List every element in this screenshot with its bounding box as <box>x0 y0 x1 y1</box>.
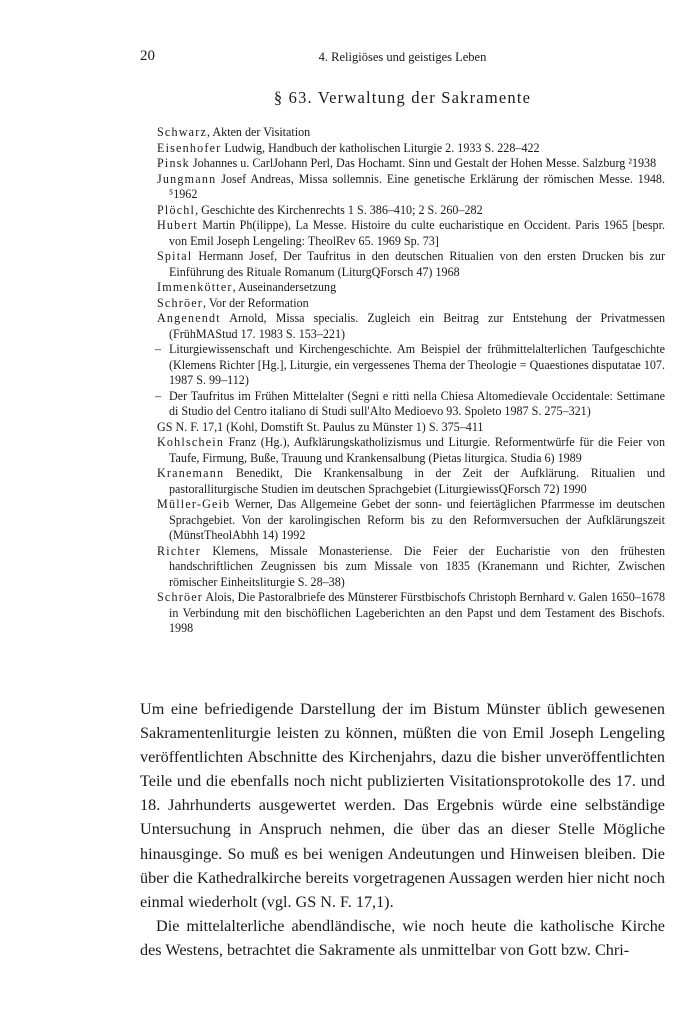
bibliography-text: Ludwig, Handbuch der katholischen Liturgie 2. 1933 S. 228–422 <box>221 140 540 155</box>
bibliography-entry <box>157 280 665 296</box>
bibliography-text: Martin Ph(ilippe), La Messe. Histoire du culte eucharistique en Occident. Paris 1965 [bespr. von Emil Joseph Lengeling: TheolRev 65. 1969 Sp. 73] <box>169 218 665 248</box>
bibliography-text: , Akten der Visitation <box>207 125 311 139</box>
bibliography-text: Arnold, Missa specialis. Zugleich ein Beitrag zur Entstehung der Privatmessen (FrühMAStud 17. 1983 S. 153–221) <box>169 311 665 341</box>
bibliography-text: , Geschichte des Kirchenrechts 1 S. 386–410; 2 S. 260–282 <box>195 202 483 217</box>
bibliography-text: Werner, Das Allgemeine Gebet der sonn- und feiertäglichen Pfarrmesse im deutschen Sprachgebiet. Von der karolingischen Reform bis zu den Reformversuchen der Aufklärungszeit (MünstTheolAbhh 14) 1992 <box>169 497 665 542</box>
bibliography-author: Richter <box>157 543 201 558</box>
bibliography-text: Franz (Hg.), Aufklärungskatholizismus und Liturgie. Reformentwürfe für die Feier von Taufe, Firmung, Buße, Trauung und Krankensalbung (Pietas liturgica. Studia 6) 1989 <box>169 435 665 465</box>
bibliography-text: Der Taufritus im Frühen Mittelalter (Segni e ritti nella Chiesa Altomedievale Occidentale: Settimane di Studio del Centro italiano di Studi sull'Alto Medioevo 93. Spoleto 1987 S. 275–321) <box>169 388 665 418</box>
bibliography-author: Jungmann <box>157 171 217 186</box>
bibliography-entry <box>157 203 665 219</box>
bibliography-author: Hubert <box>157 218 198 232</box>
bibliography-text: Hermann Josef, Der Taufritus in den deutschen Ritualien von den ersten Drucken bis zur Einführung des Rituale Romanum (LiturgQForsch 47) 1968 <box>169 249 665 279</box>
bibliography-text: Alois, Die Pastoralbriefe des Münsterer Fürstbischofs Christoph Bernhard v. Galen 1650–1678 in Verbindung mit den bischöflichen Lageberichten an den Papst und dem Testament des Bischofs. 1998 <box>169 590 665 635</box>
bibliography-entry <box>157 172 665 203</box>
bibliography-text: Klemens, Missale Monasteriense. Die Feier der Eucharistie von den frühesten handschriftlichen Zeugnissen bis zum Missale von 1835 (Kranemann und Richter, Zwischen römischer Einheitsliturgie S. 28–38) <box>169 543 665 589</box>
bibliography-entry <box>157 218 665 249</box>
bibliography-author: Immenkötter <box>157 280 233 294</box>
bibliography-text: Liturgiewissenschaft und Kirchengeschichte. Am Beispiel der frühmittelalterlichen Taufgeschichte (Klemens Richter [Hg.], Liturgie, ein vergessenes Thema der Theologie = Quaestiones disputatae 107. 1987 S. 99–112) <box>169 342 665 387</box>
bibliography-author: Pinsk <box>157 156 190 170</box>
body-paragraph: Die mittelalterliche abendländische, wie noch heute die katholische Kirche des Westens, betrachtet die Sakramente als unmittelbar von Gott bzw. Chri- <box>140 916 665 959</box>
dash-mark: – <box>155 342 162 356</box>
page-header <box>140 48 665 68</box>
bibliography-entry <box>157 311 665 342</box>
running-head: 4. Religiöses und geistiges Leben <box>318 50 487 64</box>
bibliography-text: Benedikt, Die Krankensalbung in der Zeit der Aufklärung. Ritualien und pastoralliturgische Studien im deutschen Sprachgebiet (LiturgiewissQForsch 72) 1990 <box>169 466 665 496</box>
bibliography-author: Plöchl <box>157 202 196 217</box>
bibliography-entry <box>157 590 665 637</box>
bibliography-entry <box>157 342 665 389</box>
bibliography-entry <box>157 420 665 436</box>
bibliography-author: Angenendt <box>157 311 221 325</box>
main-text <box>140 697 665 962</box>
body-paragraph: Um eine befriedigende Darstellung der im Bistum Münster üblich gewesenen Sakramentenliturgie leisten zu können, müßten die von Emil Joseph Lengeling veröffentlichten Abschnitte des Kirchenjahrs, dazu die bisher unveröffentlichten Teile und die ebenfalls noch nicht publizierten Visitationsprotokolle des 17. und 18. Jahrhunderts ausgewertet werden. Das Ergebnis würde eine selbständige Untersuchung in Anspruch nehmen, die über das an dieser Stelle Mögliche hinausginge. So muß es bei wenigen Andeutungen und Hinweisen bleiben. Die über die Kathedralkirche bereits vorgetragenen Aussagen werden hier nicht noch einmal wiederholt (vgl. GS N. F. 17,1). <box>140 700 665 911</box>
page-number: 20 <box>140 48 155 64</box>
bibliography-entry <box>157 249 665 280</box>
dash-mark: – <box>155 388 162 403</box>
bibliography-author: Kohlschein <box>157 435 225 449</box>
bibliography-text: Josef Andreas, Missa sollemnis. Eine genetische Erklärung der römischen Messe. 1948. ⁵1962 <box>169 171 665 201</box>
bibliography-entry <box>157 296 665 312</box>
bibliography-entry <box>157 141 665 157</box>
bibliography-entry <box>157 389 665 420</box>
bibliography-text: , Vor der Reformation <box>203 295 309 310</box>
bibliography-author: Schröer <box>157 295 204 310</box>
bibliography-author: Eisenhofer <box>157 140 222 155</box>
bibliography-text: , Auseinandersetzung <box>232 280 337 294</box>
bibliography <box>157 125 665 637</box>
section-title: § 63. Verwaltung der Sakramente <box>273 88 532 107</box>
bibliography-entry <box>157 466 665 497</box>
bibliography-author: Schröer <box>157 590 204 604</box>
bibliography-entry <box>157 125 665 141</box>
bibliography-entry <box>157 435 665 466</box>
bibliography-author: Kranemann <box>157 466 225 480</box>
bibliography-author: Spital <box>157 249 193 263</box>
bibliography-text: Johannes u. CarlJohann Perl, Das Hochamt. Sinn und Gestalt der Hohen Messe. Salzburg ²1938 <box>189 156 657 170</box>
bibliography-author: Müller-Geib <box>157 497 231 511</box>
bibliography-author: Schwarz <box>157 125 208 139</box>
bibliography-entry <box>157 497 665 544</box>
bibliography-entry <box>157 156 665 172</box>
bibliography-entry <box>157 544 665 591</box>
bibliography-text: GS N. F. 17,1 (Kohl, Domstift St. Paulus zu Münster 1) S. 375–411 <box>157 419 484 434</box>
